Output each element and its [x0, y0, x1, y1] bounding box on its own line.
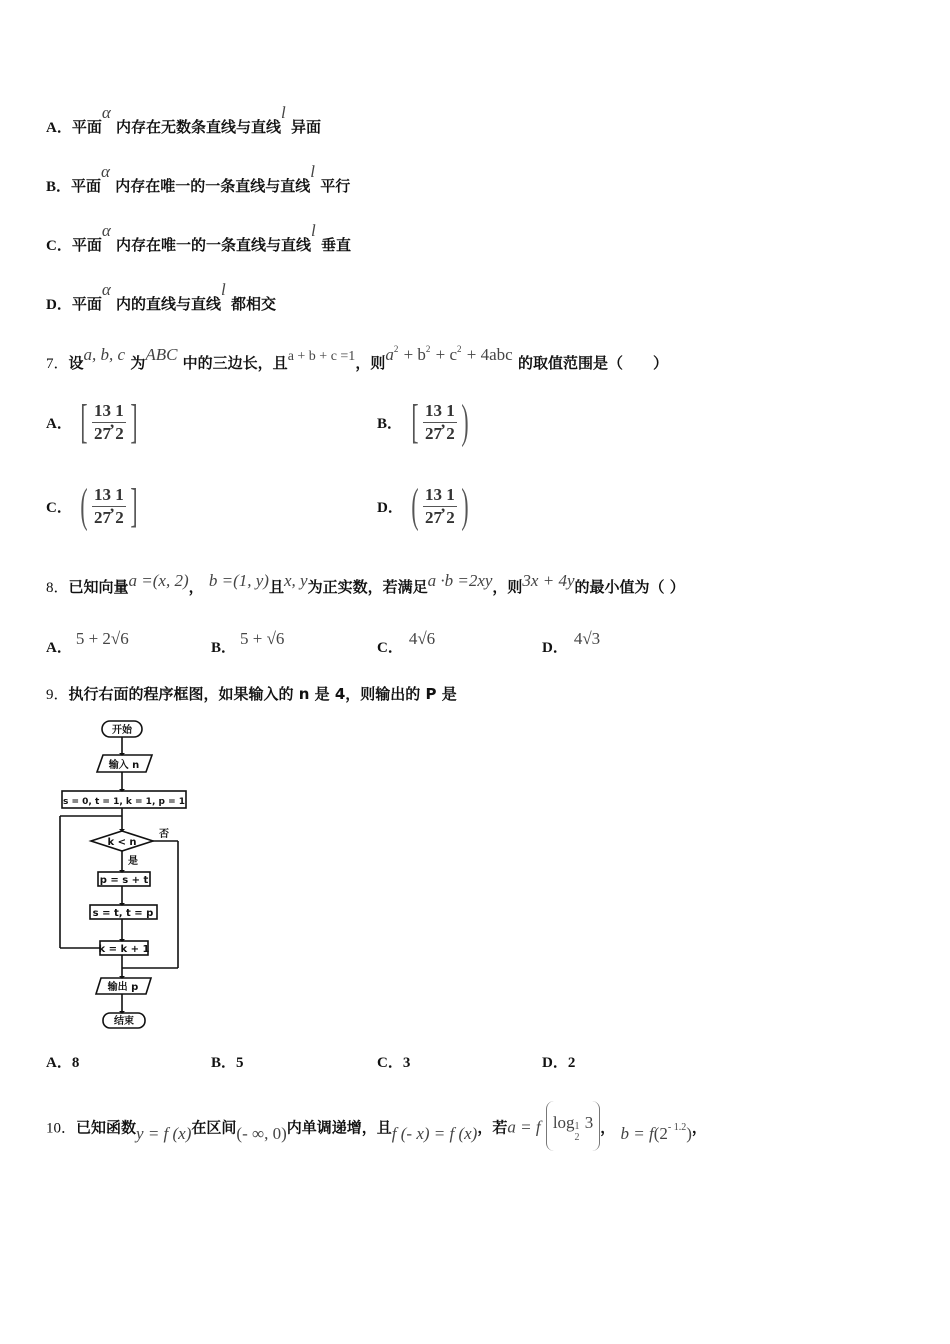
- flow-condition-text: k < n: [107, 837, 137, 848]
- q8-option-c: C． 4√6: [377, 629, 436, 656]
- fraction: $\frac{1}{2}$: [446, 400, 455, 443]
- q7-option-c: C． ( $\frac{13}{27}$ , $\frac{1}{2}$ ]: [46, 479, 138, 532]
- flow-step1-text: p = s + t: [99, 875, 149, 886]
- q7-option-d: D． ( $\frac{13}{27}$ , $\frac{1}{2}$ ): [377, 479, 469, 532]
- log-base-fraction: 1 2: [574, 1121, 580, 1143]
- fraction: $\frac{13}{27}$: [93, 484, 111, 527]
- flow-init-text: s = 0, t = 1, k = 1, p = 1: [62, 797, 186, 807]
- q9-option-b: B．5: [211, 1055, 244, 1071]
- fraction: $\frac{1}{2}$: [115, 484, 124, 527]
- q10-stem: 10．已知函数y = f (x)在区间(- ∞, 0)内单调递增，且f (- x) = f (x)，若a = f log 1 2 3 ， $b = f(2^{- 1.2})$，: [46, 1103, 707, 1153]
- program-flowchart: [55, 718, 195, 1036]
- q7-stem: 7．设a, b, c 为ABC 中的三边长，且a + b + c =1，则$a^2 + b^2 + c^2 + 4abc$ 的取值范围是（ ）: [46, 344, 668, 372]
- fraction: $\frac{13}{27}$: [93, 400, 111, 443]
- fraction: $\frac{1}{2}$: [446, 484, 455, 527]
- flow-yes-label: 是: [128, 856, 138, 867]
- flow-end-text: 结束: [114, 1016, 134, 1027]
- flow-input-text: 输入 n: [108, 760, 140, 771]
- fraction: $\frac{1}{2}$: [115, 400, 124, 443]
- flow-start-text: 开始: [112, 725, 132, 736]
- q8-stem: 8．已知向量a =(x, 2)， b =(1, y)且x, y为正实数，若满足a ·b =2xy，则3x + 4y的最小值为（ ）: [46, 571, 685, 596]
- q9-option-d: D．2: [542, 1055, 576, 1071]
- q6-option-d: D．平面α 内的直线与直线l 都相交: [46, 280, 277, 313]
- q8-option-d: D． 4√3: [542, 629, 601, 656]
- q6-option-a: A．平面α 内存在无数条直线与直线l 异面: [46, 103, 322, 136]
- q9-stem: 9．执行右面的程序框图，如果输入的 n 是 4，则输出的 P 是: [46, 685, 457, 703]
- q8-option-a: A． 5 + 2√6: [46, 629, 129, 656]
- flow-step2-text: s = t, t = p: [92, 908, 154, 919]
- flow-output-text: 输出 p: [107, 982, 139, 993]
- q6-option-b: B．平面α 内存在唯一的一条直线与直线l 平行: [46, 162, 351, 195]
- flow-step3-text: k = k + 1: [98, 944, 150, 955]
- q9-option-c: C．3: [377, 1055, 411, 1071]
- log-expression: log 1 2 3: [546, 1101, 600, 1151]
- fraction: $\frac{13}{27}$: [424, 400, 442, 443]
- q9-option-a: A．8: [46, 1055, 80, 1071]
- q8-option-b: B． 5 + √6: [211, 629, 285, 656]
- q6-option-c: C．平面α 内存在唯一的一条直线与直线l 垂直: [46, 221, 352, 254]
- q7-option-b: B． [ $\frac{13}{27}$ , $\frac{1}{2}$ ): [377, 395, 469, 448]
- fraction: $\frac{13}{27}$: [424, 484, 442, 527]
- q7-option-a: A． [ $\frac{13}{27}$ , $\frac{1}{2}$ ]: [46, 395, 138, 448]
- flow-no-label: 否: [159, 829, 169, 840]
